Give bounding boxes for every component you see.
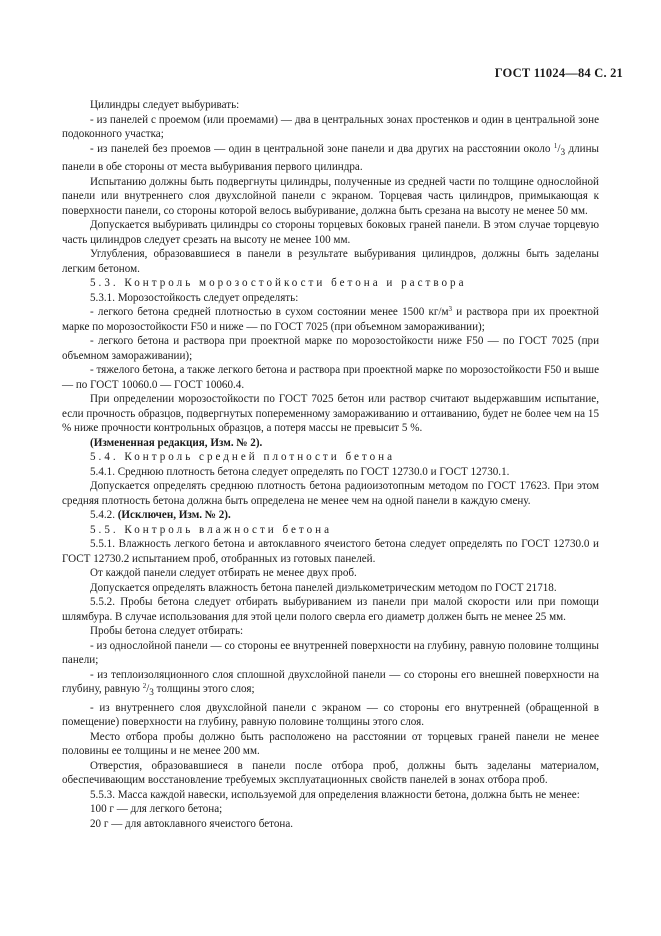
paragraph: Отверстия, образовавшиеся в панели после отбора проб, должны быть заделаны материалом, обеспечивающим восстановление требуемых эксплуатационных свойств панелей в зонах отбора проб. — [62, 759, 599, 787]
paragraph: - из теплоизоляционного слоя сплошной двухслойной панели — со стороны его внешней поверхности на глубину, равную $^2/_3$ толщины этого слоя; — [62, 668, 599, 699]
paragraph: 20 г — для автоклавного ячеистого бетона. — [90, 817, 294, 830]
paragraph: 5.4.1. Среднюю плотность бетона следует определять по ГОСТ 12730.0 и ГОСТ 12730.1. — [90, 465, 510, 478]
paragraph: - тяжелого бетона, а также легкого бетона и раствора при проектной марке по морозостойкости F50 и выше — по ГОСТ 10060.0 — ГОСТ 10060.4. — [62, 364, 599, 391]
paragraph: - из панелей с проемом (или проемами) — два в центральных зонах простенков и один в центральной зоне подоконного участка; — [62, 113, 599, 140]
paragraph: Испытанию должны быть подвергнуты цилиндры, полученные из средней части по толщине однослойной панели или внутреннего слоя двухслойной панели с экраном. Торцевая часть цилиндров, примыкающая к поверхности панели, со стороны которой велось выбуривание, должна быть срезана на высоту не менее 50 мм. — [62, 175, 599, 217]
document-body — [62, 98, 599, 831]
section-heading: 5.5. Контроль влажности бетона — [90, 523, 333, 536]
paragraph: 5.5.2. Пробы бетона следует отбирать выбуриванием из панели при малой скорости или при помощи шлямбура. В случае использования для этой цели полого сверла его диаметр должен быть не менее 25 мм. — [62, 596, 599, 623]
paragraph: 5.5.3. Масса каждой навески, используемой для определения влажности бетона, должна быть не менее: — [90, 788, 580, 801]
paragraph: Пробы бетона следует отбирать: — [90, 625, 244, 638]
section-heading: 5.3. Контроль морозостойкости бетона и раствора — [90, 277, 467, 290]
section-heading: 5.4. Контроль средней плотности бетона — [90, 451, 396, 464]
paragraph: Цилиндры следует выбуривать: — [90, 99, 240, 111]
paragraph: 5.3.1. Морозостойкость следует определять: — [90, 291, 299, 304]
paragraph: Допускается определять среднюю плотность бетона радиоизотопным методом по ГОСТ 17623. При этом средняя плотность бетона должна быть определена не менее чем на одной панели в каждую смену. — [62, 480, 599, 507]
paragraph: Углубления, образовавшиеся в панели в результате выбуривания цилиндров, должны быть заделаны легким бетоном. — [62, 248, 599, 275]
paragraph: Допускается определять влажность бетона панелей диэлькометрическим методом по ГОСТ 21718. — [90, 581, 557, 594]
amendment-note: (Измененная редакция, Изм. № 2). — [90, 436, 263, 449]
paragraph: - из внутреннего слоя двухслойной панели с экраном — со стороны его внутренней (обращенной в помещение) поверхности на глубину, равную половине толщины этого слоя. — [62, 701, 599, 729]
paragraph: 100 г — для легкого бетона; — [90, 803, 223, 816]
paragraph: - из однослойной панели — со стороны ее внутренней поверхности на глубину, равную половине толщины панели; — [62, 639, 599, 667]
paragraph: При определении морозостойкости по ГОСТ 7025 бетон или раствор считают выдержавшим испытание, если прочность образцов, подвергнутых попеременному замораживанию и оттаиванию, будет не более чем на 15 % ниже прочности контрольных образцов, а потеря массы не превысит 5 %. — [62, 393, 599, 435]
paragraph: 5.5.1. Влажность легкого бетона и автоклавного ячеистого бетона следует определять по ГОСТ 12730.0 и ГОСТ 12730.2 испытанием проб, отобранных из готовых панелей. — [62, 538, 599, 565]
page-header: ГОСТ 11024—84 С. 21 — [494, 66, 623, 80]
paragraph: - из панелей без проемов — один в центральной зоне панели и два других на расстоянии около $^1/_3$ длины панели в обе стороны от места выбуривания первого цилиндра. — [62, 141, 599, 174]
paragraph: 5.4.2. (Исключен, Изм. № 2). — [90, 509, 231, 522]
paragraph: - легкого бетона средней плотностью в сухом состоянии менее 1500 $кг/м^3$ и раствора при их проектной марке по морозостойкости F50 и ниже — по ГОСТ 7025 (при объемном замораживании); — [62, 305, 599, 333]
paragraph: Допускается выбуривать цилиндры со стороны торцевых боковых граней панели. В этом случае торцевую часть цилиндров следует срезать на высоту не менее 100 мм. — [62, 219, 599, 246]
paragraph: Место отбора пробы должно быть расположено на расстоянии от торцевых граней панели не менее половины ее толщины и не менее 200 мм. — [62, 730, 599, 758]
paragraph: От каждой панели следует отбирать не менее двух проб. — [90, 567, 357, 580]
paragraph: - легкого бетона и раствора при проектной марке по морозостойкости ниже F50 — по ГОСТ 7025 (при объемном замораживании); — [62, 335, 599, 362]
